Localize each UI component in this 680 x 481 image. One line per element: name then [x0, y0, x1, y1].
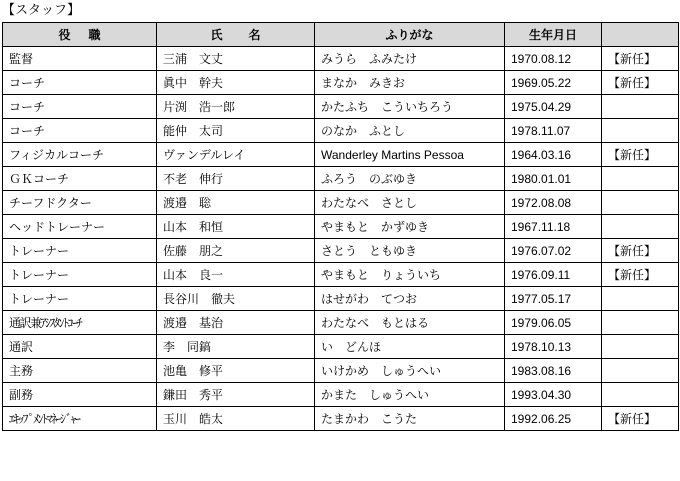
header-birthdate: 生年月日	[505, 23, 602, 47]
staff-birthdate-cell: 1969.05.22	[505, 71, 602, 95]
staff-kana-cell: わたなべ もとはる	[315, 311, 505, 335]
table-row	[3, 263, 679, 287]
staff-name-cell: 山本 和恒	[157, 215, 315, 239]
staff-name-cell: 片渕 浩一郎	[157, 95, 315, 119]
staff-name-cell: 三浦 文丈	[157, 47, 315, 71]
staff-note-cell: 【新任】	[602, 143, 679, 167]
staff-name-cell: 不老 伸行	[157, 167, 315, 191]
staff-birthdate-cell: 1993.04.30	[505, 383, 602, 407]
staff-birthdate-cell: 1978.10.13	[505, 335, 602, 359]
table-row	[3, 383, 679, 407]
staff-note-cell	[602, 311, 679, 335]
staff-role-cell: ＧＫコーチ	[3, 167, 157, 191]
staff-birthdate-cell: 1967.11.18	[505, 215, 602, 239]
staff-name-cell: 長谷川 徹夫	[157, 287, 315, 311]
staff-kana-cell: かたふち こういちろう	[315, 95, 505, 119]
table-row	[3, 287, 679, 311]
staff-name-cell: 李 同鎬	[157, 335, 315, 359]
staff-kana-cell: やまもと りょういち	[315, 263, 505, 287]
staff-note-cell	[602, 95, 679, 119]
staff-role-cell: コーチ	[3, 119, 157, 143]
header-name: 氏名	[157, 23, 315, 47]
table-row	[3, 119, 679, 143]
table-row	[3, 215, 679, 239]
staff-note-cell	[602, 191, 679, 215]
staff-birthdate-cell: 1992.06.25	[505, 407, 602, 431]
staff-name-cell: 佐藤 朋之	[157, 239, 315, 263]
staff-kana-cell: やまもと かずゆき	[315, 215, 505, 239]
staff-role-cell: ヘッドトレーナー	[3, 215, 157, 239]
staff-role-cell: フィジカルコーチ	[3, 143, 157, 167]
staff-note-cell	[602, 359, 679, 383]
staff-role-cell: トレーナー	[3, 287, 157, 311]
staff-note-cell	[602, 383, 679, 407]
section-title: 【スタッフ】	[2, 3, 81, 18]
header-kana: ふりがな	[315, 23, 505, 47]
staff-role-cell: 通訳	[3, 335, 157, 359]
table-row	[3, 359, 679, 383]
staff-role-cell: 副務	[3, 383, 157, 407]
staff-role-cell: 監督	[3, 47, 157, 71]
table-row	[3, 143, 679, 167]
staff-table-body	[3, 47, 679, 431]
staff-name-cell: 山本 良一	[157, 263, 315, 287]
staff-name-cell: 能仲 太司	[157, 119, 315, 143]
staff-kana-cell: のなか ふとし	[315, 119, 505, 143]
staff-role-cell: トレーナー	[3, 239, 157, 263]
table-row	[3, 335, 679, 359]
staff-role-cell: チーフドクター	[3, 191, 157, 215]
staff-name-cell: 鎌田 秀平	[157, 383, 315, 407]
staff-birthdate-cell: 1979.06.05	[505, 311, 602, 335]
staff-name-cell: 池亀 修平	[157, 359, 315, 383]
staff-kana-cell: い どんほ	[315, 335, 505, 359]
staff-birthdate-cell: 1978.11.07	[505, 119, 602, 143]
staff-birthdate-cell: 1970.08.12	[505, 47, 602, 71]
staff-kana-cell: わたなべ さとし	[315, 191, 505, 215]
staff-table	[2, 22, 679, 431]
staff-note-cell: 【新任】	[602, 47, 679, 71]
staff-kana-cell: まなか みきお	[315, 71, 505, 95]
staff-kana-cell: Wanderley Martins Pessoa	[315, 143, 505, 167]
staff-note-cell: 【新任】	[602, 71, 679, 95]
table-row	[3, 311, 679, 335]
staff-kana-cell: さとう ともゆき	[315, 239, 505, 263]
table-row	[3, 71, 679, 95]
table-row	[3, 239, 679, 263]
staff-role-cell: 通訳兼ｱｼｽﾀﾝﾄｺｰﾁ	[3, 311, 157, 335]
table-row	[3, 191, 679, 215]
staff-name-cell: 眞中 幹夫	[157, 71, 315, 95]
staff-note-cell	[602, 335, 679, 359]
staff-kana-cell: かまた しゅうへい	[315, 383, 505, 407]
staff-birthdate-cell: 1964.03.16	[505, 143, 602, 167]
staff-note-cell	[602, 119, 679, 143]
staff-birthdate-cell: 1972.08.08	[505, 191, 602, 215]
staff-role-cell: ｴｷｯﾌﾟﾒﾝﾄﾏﾈｰｼﾞｬｰ	[3, 407, 157, 431]
staff-role-cell: コーチ	[3, 71, 157, 95]
staff-name-cell: 玉川 皓太	[157, 407, 315, 431]
staff-birthdate-cell: 1976.07.02	[505, 239, 602, 263]
staff-kana-cell: ふろう のぶゆき	[315, 167, 505, 191]
table-row	[3, 95, 679, 119]
staff-birthdate-cell: 1983.08.16	[505, 359, 602, 383]
staff-note-cell: 【新任】	[602, 263, 679, 287]
staff-note-cell	[602, 287, 679, 311]
staff-name-cell: 渡邉 聡	[157, 191, 315, 215]
table-row	[3, 47, 679, 71]
staff-birthdate-cell: 1976.09.11	[505, 263, 602, 287]
staff-note-cell: 【新任】	[602, 239, 679, 263]
staff-role-cell: 主務	[3, 359, 157, 383]
staff-birthdate-cell: 1980.01.01	[505, 167, 602, 191]
staff-kana-cell: いけかめ しゅうへい	[315, 359, 505, 383]
staff-note-cell	[602, 215, 679, 239]
table-row	[3, 167, 679, 191]
staff-role-cell: コーチ	[3, 95, 157, 119]
staff-birthdate-cell: 1977.05.17	[505, 287, 602, 311]
staff-kana-cell: はせがわ てつお	[315, 287, 505, 311]
staff-name-cell: 渡邉 基治	[157, 311, 315, 335]
staff-note-cell: 【新任】	[602, 407, 679, 431]
table-row	[3, 407, 679, 431]
staff-role-cell: トレーナー	[3, 263, 157, 287]
staff-note-cell	[602, 167, 679, 191]
staff-name-cell: ヴァンデルレイ	[157, 143, 315, 167]
staff-birthdate-cell: 1975.04.29	[505, 95, 602, 119]
header-note	[602, 23, 679, 47]
staff-kana-cell: たまかわ こうた	[315, 407, 505, 431]
table-header-row	[3, 23, 679, 47]
header-role: 役職	[3, 23, 157, 47]
staff-kana-cell: みうら ふみたけ	[315, 47, 505, 71]
